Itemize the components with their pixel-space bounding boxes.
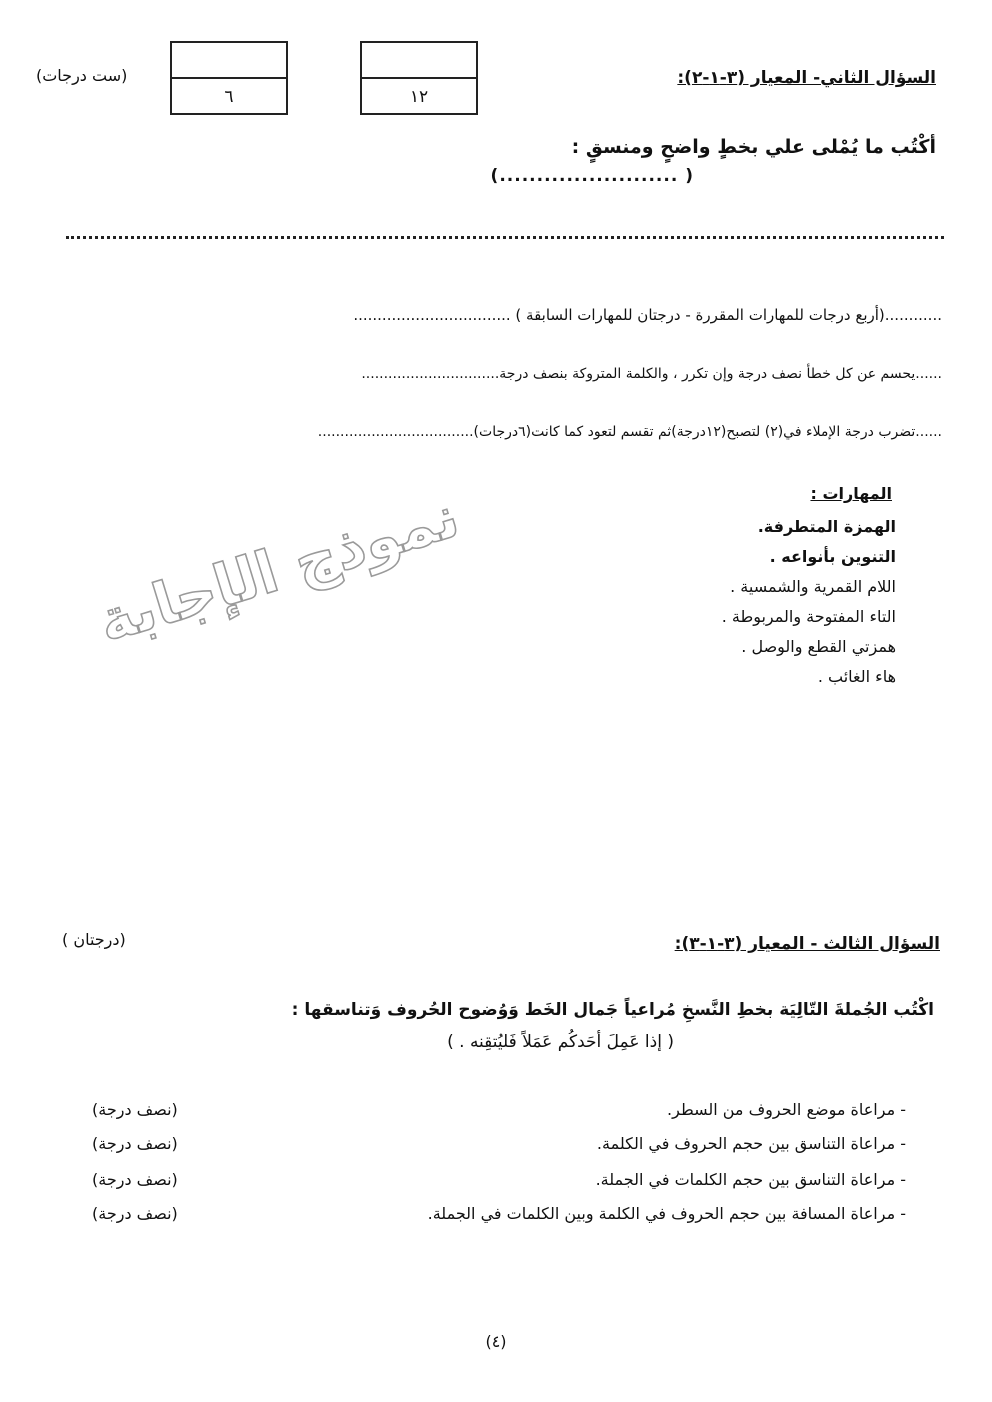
criterion-text: - مراعاة المسافة بين حجم الحروف في الكلمة وبين الكلمات في الجملة.: [427, 1204, 906, 1223]
page-number: (٤): [485, 1332, 507, 1351]
skill-item: همزتي القطع والوصل .: [741, 637, 896, 656]
q3-instruction: اكْتُب الجُملةَ التّالِيَة بخطِ النَّسخِ مُراعياً جَمال الخَط وَوُضوح الحُروف وَتناسقها :: [291, 1000, 934, 1020]
score-box-right-value: ١٢: [409, 87, 429, 107]
skill-item: اللام القمرية والشمسية .: [730, 577, 896, 596]
criterion-text: - مراعاة موضع الحروف من السطر.: [667, 1100, 906, 1119]
criterion-row: [60, 1204, 906, 1238]
criterion-score: (نصف درجة): [92, 1170, 178, 1189]
q2-rule-2: ......يحسم عن كل خطأ نصف درجة وإن تكرر ، والكلمة المتروكة بنصف درجة...............................: [361, 366, 942, 382]
skill-item: هاء الغائب .: [817, 667, 896, 686]
q2-bracket-line: (........................ ): [490, 166, 694, 186]
criterion-text: - مراعاة التناسق بين حجم الكلمات في الجملة.: [595, 1170, 906, 1189]
answer-key-watermark: نموذج الإجابة: [90, 481, 467, 657]
q2-instruction: أكْتُب ما يُمْلى علي بخطٍ واضحٍ ومنسقٍ :: [571, 136, 936, 158]
criterion-row: [60, 1134, 906, 1168]
skills-list: [576, 512, 896, 692]
q2-rule-1: ............(أربع درجات للمهارات المقررة - درجتان للمهارات السابقة ) .................................: [353, 306, 942, 324]
q3-marks-label: (درجتان ): [62, 930, 126, 949]
skill-item: الهمزة المتطرفة.: [757, 517, 896, 536]
q2-title: السؤال الثاني- المعيار (٣-١-٢):: [677, 68, 936, 88]
skill-item: التنوين بأنواعه .: [769, 547, 896, 566]
criterion-score: (نصف درجة): [92, 1134, 178, 1153]
criterion-row: [60, 1170, 906, 1204]
skills-heading: المهارات :: [810, 484, 892, 503]
q2-blank-line: [66, 222, 944, 239]
q3-title: السؤال الثالث - المعيار (٣-١-٣):: [674, 934, 940, 954]
q3-sentence: ( إذا عَمِلَ أحَدكُم عَمَلاً فَليُتقِنه . ): [447, 1032, 674, 1052]
criterion-text: - مراعاة التناسق بين حجم الحروف في الكلمة.: [596, 1134, 906, 1153]
criterion-row: [60, 1100, 906, 1134]
score-box-left: [170, 41, 288, 115]
score-box-right: [360, 41, 478, 115]
q2-marks-label: (ست درجات): [36, 66, 128, 85]
criterion-score: (نصف درجة): [92, 1204, 178, 1223]
skill-item: التاء المفتوحة والمربوطة .: [721, 607, 896, 626]
score-box-left-value: ٦: [224, 87, 234, 107]
q2-rule-3: ......تضرب درجة الإملاء في(٢) لتصبح(١٢درجة)ثم تقسم لتعود كما كانت(٦درجات)...................................: [317, 424, 942, 440]
criterion-score: (نصف درجة): [92, 1100, 178, 1119]
